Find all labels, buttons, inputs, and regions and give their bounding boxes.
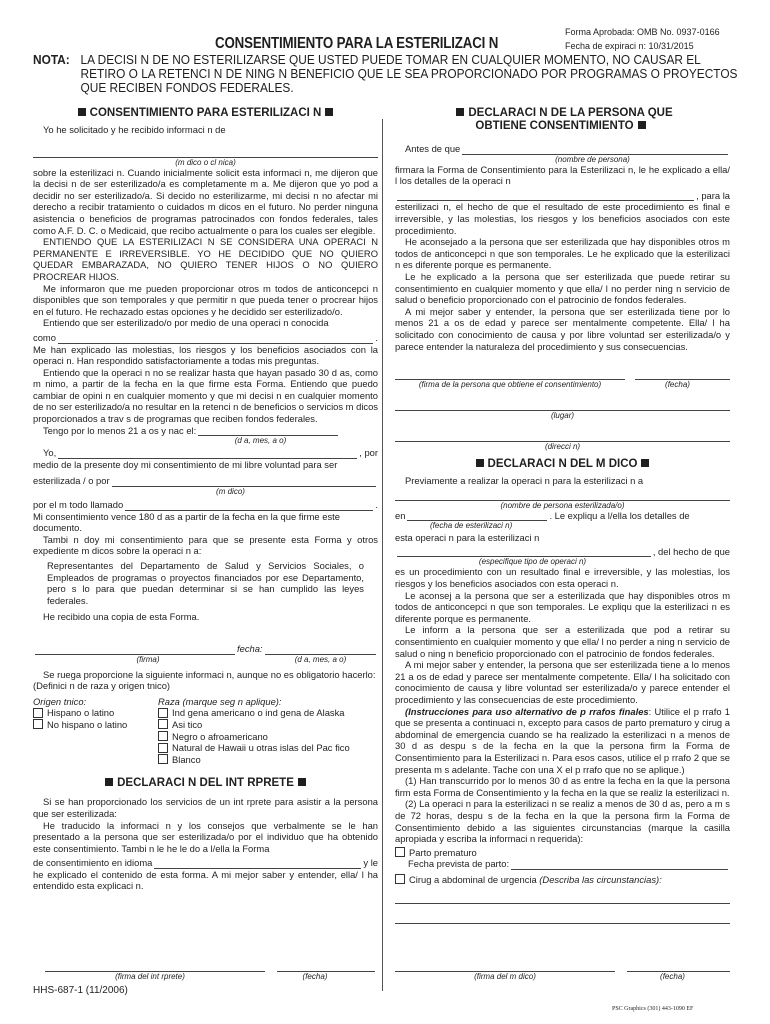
place-field[interactable]	[395, 399, 730, 411]
metodo-row: por el m todo llamado .	[33, 499, 378, 511]
form-title: CONSENTIMIENTO PARA LA ESTERILIZACI N	[215, 35, 499, 52]
sterilization-date-field[interactable]	[407, 510, 547, 521]
checkbox-icon[interactable]	[158, 754, 168, 764]
obtainer-signature-field[interactable]	[395, 368, 625, 380]
doctor-p5: Le aconsej a la persona que ser a esterilizada que hay disponibles otros m todos de anticoncepci n que son temporales. Le expliqu que la esterilizaci n es diferente porque es permanente.	[395, 589, 730, 624]
emergency-surgery-label: Cirug a abdominal de urgencia	[409, 873, 537, 885]
caption-tipo: (especifique tipo de operaci n)	[478, 557, 587, 567]
circumstances-field-1[interactable]	[395, 892, 730, 904]
nota-block	[33, 53, 738, 95]
doctor-signature	[395, 960, 730, 981]
patient-date-field[interactable]	[265, 644, 376, 655]
interpreter-signature	[45, 960, 375, 981]
nota-line-1: LA DECISI N DE NO ESTERILIZARSE QUE USTED PUEDE TOMAR EN CUALQUIER MOMENTO, NO CAUSAR EL	[80, 53, 701, 67]
hecho-row	[395, 546, 730, 558]
birthdate-row	[33, 425, 378, 437]
interpreter-p2: He traducido la informaci n y los consejos que verbalmente se le han presentado a la persona que ser esterilizada/o por el individuo que ha obtenido este consentimiento. Tambi n le he le do a l/ella la Forma	[33, 819, 378, 854]
race-option-white[interactable]	[158, 754, 378, 766]
checkbox-icon[interactable]	[33, 708, 43, 718]
due-date-row	[395, 858, 730, 870]
instructions-text: : Utilice el p rrafo 1 que se presenta a continuaci n, excepto para casos de parto prematuro y cirug a abdominal de emergencia cuando se ha realizado la esterilizaci n a menos de 30 d as despu s de la fecha en la que la persona firm la Forma de Consentimiento para la Esterilizaci n. Para esos casos, utilice el p rrafo 2 que se presenta m s adelante. Tache con una X el p rrafo que no se aplique.)	[395, 705, 730, 775]
square-bullet-icon	[476, 459, 484, 467]
race-option-label: Ind gena americano o ind gena de Alaska	[172, 707, 345, 719]
emergency-surgery-option[interactable]	[395, 874, 730, 886]
square-bullet-icon	[78, 108, 86, 116]
caption-medico-clinica: (m dico o cl nica)	[175, 157, 236, 167]
en-row	[395, 510, 730, 522]
doctor-p9: (1) Han transcurrido por lo menos 30 d as entre la fecha en la que la persona firm esta Forma de Consentimiento y la fecha en la que se realiz la esterilizaci n.	[395, 775, 730, 798]
obtainer-p4: Le he explicado a la persona que ser esterilizada que puede retirar su consentimiento en cualquier momento y que ella/ l no perder ning n servicio de salud o beneficio proporcionado con el patrocinio de fondos federales.	[395, 270, 730, 306]
en-label: en	[395, 509, 406, 521]
caption-fecha-est: (fecha de esterilizaci n)	[430, 521, 513, 531]
language-field[interactable]	[154, 858, 361, 869]
sterilized-name-field[interactable]	[395, 489, 730, 501]
emergency-surgery-describe: (Describa las circunstancias):	[539, 873, 662, 885]
demographics	[33, 696, 378, 766]
race-option-native[interactable]	[158, 707, 378, 719]
doctor-p3: esta operaci n para la esterilizaci n	[395, 532, 540, 544]
para-la-row	[395, 190, 730, 202]
consent-section	[33, 107, 378, 892]
checkbox-icon[interactable]	[33, 719, 43, 729]
doctor-date-field[interactable]	[627, 960, 730, 972]
signature-captions	[33, 655, 378, 664]
doctor-p7: A mi mejor saber y entender, la persona que ser esterilizada tiene a lo menos 21 a os de edad y parece ser mentalmente competente. Ella/ l ha solicitado con conocimiento de causa y libre voluntad ser esterilizada/o y parece entender el procedimiento y las consecuencias de este procedimiento.	[395, 659, 730, 705]
caption-fecha-obtiene: (fecha)	[665, 380, 690, 390]
doctor-p8	[395, 706, 730, 776]
doctor-signature-field[interactable]	[395, 960, 615, 972]
consent-heading-text: CONSENTIMIENTO PARA ESTERILIZACI N	[89, 107, 322, 119]
obtainer-p2: esterilizaci n, el hecho de que el resultado de este procedimiento es final e irreversible, y las molestias, los riesgos y los beneficios asociados con este procedimiento.	[395, 201, 730, 236]
race-option-label: Negro o afroamericano	[172, 730, 268, 742]
consent-heading	[33, 107, 378, 120]
consent-p3: ENTIENDO QUE LA ESTERILIZACI N SE CONSIDERA UNA OPERACI N PERMANENTE E IRREVERSIBLE. YO HE DECIDIDO QUE NO QUIERO QUEDAR EMBARAZADA, NO QUIERO TENER HIJOS O NO QUIERO PROCREAR HIJOS.	[33, 236, 378, 282]
signature-row	[33, 643, 378, 655]
doctor-p6: Le inform a la persona que ser a esterilizada que pod a retirar su consentimiento en cualquier momento y que ella/ l no perder a ning n servicio de salud o ning n beneficio proporcionado con el patrocinio de fondos federales.	[395, 624, 730, 659]
consent-p4: Me informaron que me pueden proporcionar otros m todos de anticoncepci n disponibles que son temporales y que permitir n que pueda tener o procrear hijos en el futuro. He rechazado estas opciones y he decidido ser esterilizado/o.	[33, 282, 378, 317]
birthdate-label: Tengo por lo menos 21 a os y nac el:	[43, 424, 197, 436]
esterilizada-row	[33, 475, 378, 487]
nota-line-2: RETIRO O LA RETENCI N DE NING N BENEFICIO QUE LE SEA PROPORCIONADO POR PROGRAMAS O PROYECTOS	[80, 67, 738, 81]
operation-name-field[interactable]	[58, 333, 373, 344]
race-group	[158, 696, 378, 766]
doctor-p1: Previamente a realizar la operaci n para la esterilizaci n a	[405, 475, 644, 487]
caption-dia-mes-2: (d a, mes, a o)	[294, 654, 347, 664]
square-bullet-icon	[456, 108, 464, 116]
yo-row	[33, 447, 378, 459]
address-field[interactable]	[395, 430, 730, 442]
caption-firma-obtiene: (firma de la persona que obtiene el consentimiento)	[418, 380, 602, 390]
caption-fecha-interprete: (fecha)	[302, 972, 328, 981]
interpreter-date-field[interactable]	[277, 960, 375, 972]
method-field[interactable]	[125, 500, 373, 511]
square-bullet-icon	[325, 108, 333, 116]
origin-group	[33, 696, 158, 766]
obtainer-heading-line2: OBTIENE CONSENTIMIENTO	[475, 120, 634, 132]
race-label: Raza (marque seg n aplique):	[158, 695, 282, 707]
caption-nombre-est: (nombre de persona esterilizada/o)	[500, 500, 625, 510]
caption-fecha-medico: (fecha)	[660, 972, 685, 981]
interpreter-heading-text: DECLARACI N DEL INT RPRETE	[117, 777, 294, 790]
form-id: HHS-687-1 (11/2006)	[33, 985, 128, 996]
consent-p7: Entiendo que la operaci n no se realizar hasta que hayan pasado 30 d as, como m nimo, a partir de la fecha en la que firme esta Forma. Entiendo que puedo cambiar de opini n en cualquier momento y que mi decisi n en cualquier momento de no ser esterilizado/a no resultar en la retenci n de beneficios o servicios m dicos proporcionados a trav s de programas que reciben fondos federales.	[33, 366, 378, 425]
patient-signature-field[interactable]	[35, 644, 235, 655]
consent-p11: Mi consentimiento vence 180 d as a partir de la fecha en la que firme este documento.	[33, 510, 340, 534]
obtainer-heading-2	[395, 120, 730, 133]
antes-row	[395, 143, 730, 155]
race-option-asian[interactable]	[158, 719, 378, 731]
caption-lugar: (lugar)	[550, 411, 575, 421]
caption-direccion: (direcci n)	[544, 442, 581, 452]
interpreter-heading	[33, 777, 378, 790]
fecha-label: fecha:	[237, 642, 263, 654]
caption-medico: (m dico)	[216, 487, 245, 497]
omb-number: Forma Aprobada: OMB No. 0937-0166	[565, 27, 720, 37]
doctor-p10: (2) La operaci n para la esterilizaci n se realiz a menos de 30 d as, pero a m s de 72 horas, despu s de la fecha en la que la persona firm la Forma de Consentimiento debido a las siguientes circunstancias (marque la casilla apropiada y escriba la informaci n requerida):	[395, 798, 730, 845]
square-bullet-icon	[105, 778, 113, 786]
como-label: como	[33, 331, 56, 343]
race-option-label: Asi tico	[172, 718, 203, 730]
interpreter-p1: Si se han proporcionado los servicios de un int rprete para asistir a la persona que ser esterilizada:	[33, 796, 378, 819]
origin-option-label: No hispano o latino	[47, 718, 128, 730]
checkbox-icon[interactable]	[395, 847, 405, 857]
consent-p14: He recibido una copia de esta Forma.	[43, 611, 200, 623]
person-name-field[interactable]	[462, 144, 728, 155]
consent-p1: Yo he solicitado y he recibido informaci n de	[43, 124, 226, 135]
consent-p9: medio de la presente doy mi consentimiento de mi libre voluntad para ser	[33, 458, 338, 470]
printer-credit: PSC Graphics (301) 443-1090 EF	[612, 1006, 694, 1012]
race-option-label: Natural de Hawaii u otras islas del Pac fico	[172, 742, 350, 754]
square-bullet-icon	[641, 459, 649, 467]
patient-name-field[interactable]	[58, 448, 357, 459]
expiry-date: Fecha de expiraci n: 10/31/2015	[565, 41, 694, 51]
origin-option-non-hispanic[interactable]	[33, 719, 158, 731]
antes-label: Antes de que	[405, 143, 461, 154]
caption-firma-medico: (firma del m dico)	[474, 972, 536, 981]
consent-p12: Tambi n doy mi consentimiento para que se presente esta Forma y otros expediente m dicos sobre la operaci n a:	[33, 533, 378, 557]
consent-p6: Me han explicado las molestias, los riesgos y los beneficios asociados con la operaci n. Han respondido satisfactoriamente a todas mis preguntas.	[33, 343, 378, 367]
doctor-heading-text: DECLARACI N DEL M DICO	[487, 458, 638, 471]
checkbox-icon[interactable]	[158, 743, 168, 753]
como-row: como .	[33, 331, 378, 343]
square-bullet-icon	[298, 778, 306, 786]
form-approval-block	[565, 27, 720, 38]
caption-firma-interprete: (firma del int rprete)	[115, 972, 185, 981]
origin-option-hispanic[interactable]	[33, 707, 158, 719]
checkbox-icon[interactable]	[158, 719, 168, 729]
consent-p15: Se ruega proporcione la siguiente informaci n, aunque no es obligatorio hacerlo: (Definici n de raza y origen tnico)	[33, 668, 376, 692]
para-la-label: , para la	[696, 189, 730, 201]
column-divider	[382, 119, 383, 991]
birthdate-field[interactable]	[198, 425, 338, 436]
caption-nombre: (nombre de persona)	[555, 154, 630, 164]
hecho-label: , del hecho de que	[652, 545, 730, 557]
operation-type-field[interactable]	[397, 546, 651, 557]
obtainer-heading-line1: DECLARACI N DE LA PERSONA QUE	[468, 107, 673, 119]
metodo-label: por el m todo llamado	[33, 499, 124, 511]
language-label: de consentimiento en idioma	[33, 857, 153, 869]
race-option-pacific[interactable]	[158, 742, 378, 754]
esterilizada-label: esterilizada / o por	[33, 475, 110, 487]
premature-birth-label: Parto prematuro	[409, 846, 477, 858]
origin-label: Origen tnico:	[33, 695, 87, 707]
origin-option-label: Hispano o latino	[47, 707, 115, 719]
explico-label: . Le expliqu a l/ella los detalles de	[549, 509, 690, 521]
circumstances-field-2[interactable]	[395, 912, 730, 924]
consent-p13: Representantes del Departamento de Salud y Servicios Sociales, o Empleados de programas o proyectos financiados por ese Departamento, pero s lo para que puedan determinar si se han cumplido las leyes federales.	[47, 560, 364, 606]
interpreter-p4: he explicado el contenido de esta forma. A mi mejor saber y entender, ella/ l ha entendido esta explicaci n.	[33, 868, 378, 892]
yo-label: Yo,	[43, 447, 57, 459]
due-date-field[interactable]	[511, 859, 728, 870]
obtainer-p5: A mi mejor saber y entender, la persona que ser esterilizada tiene por lo menos 21 a os de edad y parece ser mentalmente competente. Ella/ l ha solicitado con conocimiento de causa y por libre voluntad ser esterilizada/o y parece entender la naturaleza del procedimiento y sus consecuencias.	[395, 305, 730, 352]
doctor-name-field[interactable]	[112, 476, 376, 487]
operation-field[interactable]	[397, 190, 694, 201]
consent-p5: Entiendo que ser esterilizado/o por medio de una operaci n conocida	[43, 317, 329, 329]
medico-clinica-field[interactable]	[33, 146, 378, 158]
checkbox-icon[interactable]	[158, 731, 168, 741]
consent-p2: sobre la esterilizaci n. Cuando inicialmente solicit esta informaci n, me dijeron que la decisi n de ser esterilizado/a es completamente m a. Me dijeron que yo pod a decidir no ser esterilizado/a. Si decido no esterilizarme, mi decisi n no afectar mi derecho a recibir tratamiento o cuidados m dicos en el futuro. No perder ninguna asistencia o beneficios de programas patrocinados con fondos federales, tales como A.F. D. C. o Medicaid, que recibo actualmente o para los cuales ser elegible.	[33, 166, 378, 236]
caption-dia-mes: (d a, mes, a o)	[234, 436, 287, 446]
por-label: , por	[359, 447, 378, 459]
obtainer-heading	[395, 107, 730, 120]
nota-label: NOTA:	[33, 53, 70, 67]
instructions-label: (Instrucciones para uso alternativo de p rrafos finales	[405, 705, 649, 717]
y-le-label: y le	[363, 857, 378, 869]
doctor-heading	[395, 458, 730, 471]
language-row	[33, 857, 378, 869]
obtainer-p3: He aconsejado a la persona que ser esterilizada que hay disponibles otros m todos de anticoncepci n que son temporales. Le he explicado que la esterilizaci n es diferente porque es permanente.	[395, 236, 730, 271]
nota-line-3: QUE RECIBEN FONDOS FEDERALES.	[80, 81, 294, 95]
obtainer-p1: firmara la Forma de Consentimiento para la Esterilizaci n, le he explicado a ella/ l los detalles de la operaci n	[395, 163, 730, 187]
obtainer-date-field[interactable]	[635, 368, 730, 380]
race-option-label: Blanco	[172, 753, 201, 765]
due-date-label: Fecha prevista de parto:	[408, 858, 510, 870]
doctor-p4: es un procedimiento con un resultado final e irreversible, y las molestias, los riesgos y los beneficios asociados con esta operaci n.	[395, 566, 730, 590]
caption-firma: (firma)	[136, 654, 160, 664]
checkbox-icon[interactable]	[158, 708, 168, 718]
square-bullet-icon	[638, 121, 646, 129]
checkbox-icon[interactable]	[395, 874, 405, 884]
race-option-black[interactable]	[158, 731, 378, 743]
interpreter-signature-field[interactable]	[45, 960, 265, 972]
obtainer-section	[395, 107, 730, 924]
premature-birth-option[interactable]	[395, 847, 730, 859]
